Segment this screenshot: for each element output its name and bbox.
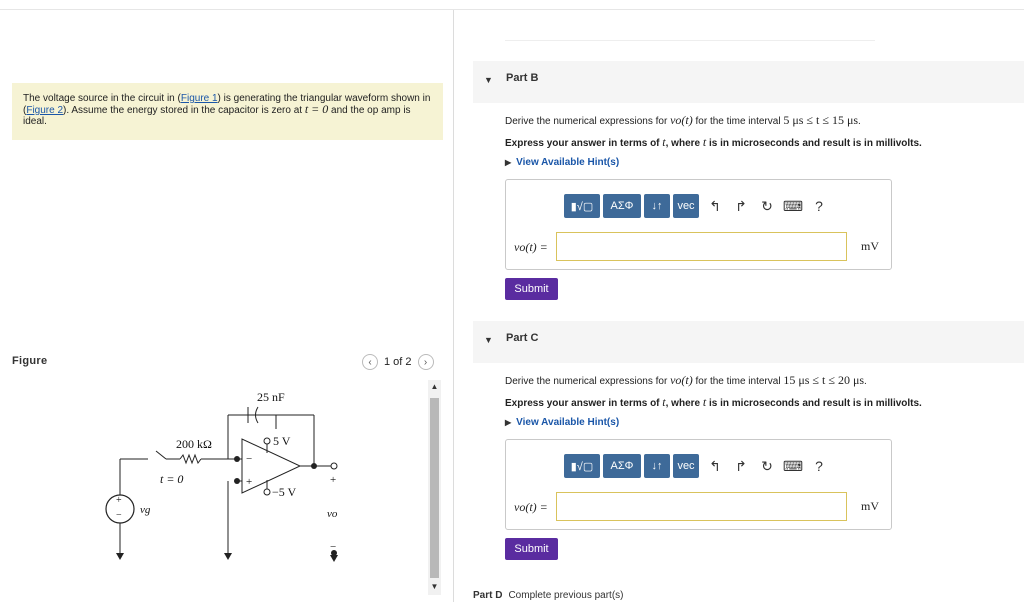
intro-text-4: and the op amp is ideal. xyxy=(23,105,411,127)
caret-down-icon: ▼ xyxy=(484,335,493,345)
arrows-button[interactable]: ↓↑ xyxy=(644,194,670,218)
answer-unit: mV xyxy=(861,499,879,513)
scroll-down-icon[interactable]: ▼ xyxy=(430,582,439,591)
capacitor-label: 25 nF xyxy=(257,390,285,404)
instruction-variable: t xyxy=(662,135,666,149)
instruction-text: is in microseconds and result is in millivolts. xyxy=(706,138,922,149)
undo-icon[interactable]: ↰ xyxy=(709,457,721,474)
time-interval: 5 μs ≤ t ≤ 15 μs xyxy=(783,113,859,127)
opamp-inverting: − xyxy=(246,453,253,465)
question-text: . xyxy=(858,116,861,127)
caret-down-icon: ▼ xyxy=(484,75,493,85)
part-d-header xyxy=(473,590,624,601)
intro-t-equals: t = 0 xyxy=(304,102,329,116)
instruction-variable: t xyxy=(702,135,707,149)
question-text: . xyxy=(864,376,867,387)
math-toolbar xyxy=(564,194,832,218)
figure-2-link[interactable]: Figure 2 xyxy=(26,105,64,116)
answer-unit: mV xyxy=(861,239,879,253)
reset-icon[interactable]: ↻ xyxy=(761,197,773,214)
figure-1-link[interactable]: Figure 1 xyxy=(180,93,218,104)
part-b-header[interactable] xyxy=(473,61,1024,103)
opamp-noninverting: + xyxy=(246,476,253,488)
problem-statement xyxy=(12,83,443,140)
question-variable: vo(t) xyxy=(670,373,693,387)
scrollbar-thumb[interactable] xyxy=(430,398,439,578)
answer-label-text: vo(t) = xyxy=(514,240,548,254)
redo-icon[interactable]: ↱ xyxy=(735,457,747,474)
instruction-text: Express your answer in terms of xyxy=(505,398,663,409)
part-b-answer-box xyxy=(505,179,892,270)
source-label: vg xyxy=(140,504,151,516)
caret-right-icon: ▶ xyxy=(505,418,512,427)
top-rule xyxy=(505,40,875,41)
undo-icon[interactable]: ↰ xyxy=(709,197,721,214)
top-divider xyxy=(0,9,1024,10)
instruction-text: , where xyxy=(665,138,703,149)
intro-text-3: ). Assume the energy stored in the capacitor is zero at xyxy=(63,105,305,116)
part-c-header[interactable] xyxy=(473,321,1024,363)
part-d-title: Part D xyxy=(473,590,503,601)
output-label: vo xyxy=(327,508,338,520)
help-icon[interactable]: ? xyxy=(815,198,823,214)
hints-label: View Available Hint(s) xyxy=(516,157,620,168)
resistor-label: 200 kΩ xyxy=(176,437,212,451)
templates-button[interactable]: ▮√▢ xyxy=(564,194,600,218)
instruction-text: Express your answer in terms of xyxy=(505,138,663,149)
instruction-text: is in microseconds and result is in millivolts. xyxy=(706,398,922,409)
chevron-left-icon[interactable]: ‹ xyxy=(362,354,378,370)
submit-button[interactable]: Submit xyxy=(505,538,558,560)
redo-icon[interactable]: ↱ xyxy=(735,197,747,214)
source-plus: + xyxy=(116,495,122,506)
reset-icon[interactable]: ↻ xyxy=(761,457,773,474)
part-c-instruction xyxy=(505,395,922,410)
answer-label-text: vo(t) = xyxy=(514,500,548,514)
answer-label xyxy=(514,500,548,515)
part-b-hints-link[interactable] xyxy=(505,157,619,168)
pane-divider xyxy=(453,10,454,602)
circuit-diagram xyxy=(100,385,360,570)
templates-button[interactable]: ▮√▢ xyxy=(564,454,600,478)
supply-positive-label: 5 V xyxy=(273,434,291,448)
part-b-instruction xyxy=(505,135,922,150)
question-text: Derive the numerical expressions for xyxy=(505,376,671,387)
caret-right-icon: ▶ xyxy=(505,158,512,167)
part-c-question xyxy=(505,373,867,388)
instruction-variable: t xyxy=(702,395,707,409)
keyboard-icon[interactable]: ⌨ xyxy=(782,197,804,214)
part-c-answer-box xyxy=(505,439,892,530)
switch-label: t = 0 xyxy=(160,472,184,486)
supply-negative-label: −5 V xyxy=(272,485,297,499)
hints-label: View Available Hint(s) xyxy=(516,417,620,428)
scroll-up-icon[interactable]: ▲ xyxy=(430,382,439,391)
part-d-status: Complete previous part(s) xyxy=(508,590,624,601)
part-c-title: Part C xyxy=(506,332,539,344)
vector-button[interactable]: vec xyxy=(673,454,699,478)
output-plus: + xyxy=(330,474,337,486)
math-toolbar xyxy=(564,454,832,478)
symbols-button[interactable]: ΑΣΦ xyxy=(603,454,641,478)
time-interval: 15 μs ≤ t ≤ 20 μs xyxy=(783,373,865,387)
intro-text-1: The voltage source in the circuit in ( xyxy=(23,93,181,104)
figure-pager xyxy=(362,352,434,372)
part-b-question xyxy=(505,113,861,128)
question-variable: vo(t) xyxy=(670,113,693,127)
chevron-right-icon[interactable]: › xyxy=(418,354,434,370)
part-c-hints-link[interactable] xyxy=(505,417,619,428)
question-text: for the time interval xyxy=(692,116,784,127)
submit-button[interactable]: Submit xyxy=(505,278,558,300)
figure-label: Figure xyxy=(12,355,48,367)
answer-input[interactable] xyxy=(556,232,847,261)
arrows-button[interactable]: ↓↑ xyxy=(644,454,670,478)
source-minus: − xyxy=(116,510,122,521)
vector-button[interactable]: vec xyxy=(673,194,699,218)
intro-text-2: ) is generating the triangular waveform shown in ( xyxy=(23,93,431,116)
pager-text: 1 of 2 xyxy=(384,356,412,368)
symbols-button[interactable]: ΑΣΦ xyxy=(603,194,641,218)
instruction-text: , where xyxy=(665,398,703,409)
help-icon[interactable]: ? xyxy=(815,458,823,474)
keyboard-icon[interactable]: ⌨ xyxy=(782,457,804,474)
output-minus: − xyxy=(330,541,337,553)
answer-input[interactable] xyxy=(556,492,847,521)
answer-label xyxy=(514,240,548,255)
question-text: Derive the numerical expressions for xyxy=(505,116,671,127)
question-text: for the time interval xyxy=(692,376,784,387)
part-b-title: Part B xyxy=(506,72,539,84)
instruction-variable: t xyxy=(662,395,666,409)
